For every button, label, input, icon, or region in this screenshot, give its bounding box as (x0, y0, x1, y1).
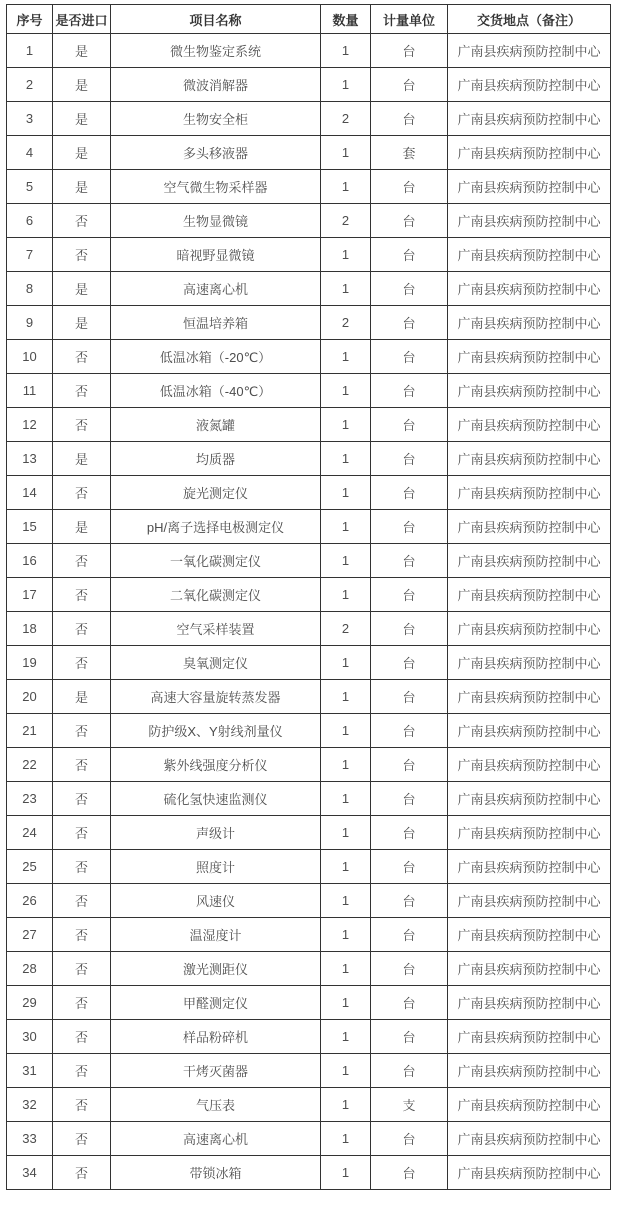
cell-unit: 台 (371, 612, 448, 646)
cell-name: 臭氧测定仪 (111, 646, 321, 680)
cell-unit: 台 (371, 714, 448, 748)
cell-location: 广南县疾病预防控制中心 (448, 578, 611, 612)
table-row (7, 782, 611, 816)
cell-imported: 否 (53, 1156, 111, 1190)
cell-unit: 台 (371, 578, 448, 612)
table-row (7, 1088, 611, 1122)
cell-index: 14 (7, 476, 53, 510)
cell-name: 低温冰箱（-40℃） (111, 374, 321, 408)
cell-imported: 否 (53, 646, 111, 680)
cell-unit: 台 (371, 1020, 448, 1054)
cell-name: 微波消解器 (111, 68, 321, 102)
cell-name: 风速仪 (111, 884, 321, 918)
cell-location: 广南县疾病预防控制中心 (448, 374, 611, 408)
col-header-location: 交货地点（备注） (448, 5, 611, 34)
cell-quantity: 1 (321, 408, 371, 442)
col-header-unit: 计量单位 (371, 5, 448, 34)
procurement-items-table (6, 4, 611, 1190)
cell-location: 广南县疾病预防控制中心 (448, 1122, 611, 1156)
cell-imported: 是 (53, 272, 111, 306)
cell-name: 旋光测定仪 (111, 476, 321, 510)
table-row (7, 374, 611, 408)
cell-location: 广南县疾病预防控制中心 (448, 612, 611, 646)
cell-quantity: 1 (321, 782, 371, 816)
cell-location: 广南县疾病预防控制中心 (448, 34, 611, 68)
cell-unit: 套 (371, 136, 448, 170)
cell-location: 广南县疾病预防控制中心 (448, 136, 611, 170)
cell-unit: 台 (371, 918, 448, 952)
cell-imported: 否 (53, 782, 111, 816)
table-row (7, 34, 611, 68)
cell-location: 广南县疾病预防控制中心 (448, 442, 611, 476)
cell-quantity: 2 (321, 102, 371, 136)
table-row (7, 714, 611, 748)
cell-imported: 否 (53, 340, 111, 374)
cell-name: 照度计 (111, 850, 321, 884)
cell-name: 高速大容量旋转蒸发器 (111, 680, 321, 714)
cell-index: 13 (7, 442, 53, 476)
cell-imported: 是 (53, 34, 111, 68)
table-row (7, 170, 611, 204)
cell-imported: 否 (53, 1088, 111, 1122)
table-row (7, 986, 611, 1020)
cell-quantity: 1 (321, 918, 371, 952)
cell-location: 广南县疾病预防控制中心 (448, 340, 611, 374)
cell-name: 空气微生物采样器 (111, 170, 321, 204)
cell-index: 4 (7, 136, 53, 170)
cell-name: 生物安全柜 (111, 102, 321, 136)
cell-location: 广南县疾病预防控制中心 (448, 1020, 611, 1054)
table-header-row (7, 5, 611, 34)
cell-unit: 台 (371, 272, 448, 306)
cell-quantity: 1 (321, 34, 371, 68)
cell-location: 广南县疾病预防控制中心 (448, 714, 611, 748)
cell-quantity: 1 (321, 1020, 371, 1054)
cell-unit: 支 (371, 1088, 448, 1122)
cell-index: 1 (7, 34, 53, 68)
cell-index: 24 (7, 816, 53, 850)
cell-imported: 否 (53, 544, 111, 578)
cell-name: 紫外线强度分析仪 (111, 748, 321, 782)
cell-location: 广南县疾病预防控制中心 (448, 952, 611, 986)
cell-imported: 是 (53, 68, 111, 102)
cell-imported: 否 (53, 374, 111, 408)
cell-imported: 是 (53, 170, 111, 204)
cell-imported: 否 (53, 612, 111, 646)
table-row (7, 272, 611, 306)
cell-location: 广南县疾病预防控制中心 (448, 1156, 611, 1190)
cell-quantity: 1 (321, 884, 371, 918)
cell-index: 12 (7, 408, 53, 442)
cell-quantity: 1 (321, 816, 371, 850)
cell-quantity: 2 (321, 306, 371, 340)
cell-quantity: 1 (321, 646, 371, 680)
col-header-imported: 是否进口 (53, 5, 111, 34)
cell-quantity: 1 (321, 1122, 371, 1156)
cell-name: pH/离子选择电极测定仪 (111, 510, 321, 544)
cell-name: 温湿度计 (111, 918, 321, 952)
cell-index: 31 (7, 1054, 53, 1088)
cell-index: 19 (7, 646, 53, 680)
cell-quantity: 1 (321, 748, 371, 782)
cell-unit: 台 (371, 510, 448, 544)
cell-location: 广南县疾病预防控制中心 (448, 68, 611, 102)
cell-index: 8 (7, 272, 53, 306)
cell-location: 广南县疾病预防控制中心 (448, 1054, 611, 1088)
cell-index: 23 (7, 782, 53, 816)
table-row (7, 918, 611, 952)
cell-quantity: 1 (321, 1054, 371, 1088)
cell-imported: 否 (53, 578, 111, 612)
cell-name: 均质器 (111, 442, 321, 476)
cell-index: 28 (7, 952, 53, 986)
cell-name: 微生物鉴定系统 (111, 34, 321, 68)
cell-quantity: 1 (321, 544, 371, 578)
cell-quantity: 1 (321, 68, 371, 102)
table-row (7, 476, 611, 510)
cell-quantity: 1 (321, 1156, 371, 1190)
col-header-name: 项目名称 (111, 5, 321, 34)
table-row (7, 1122, 611, 1156)
cell-imported: 否 (53, 476, 111, 510)
col-header-index: 序号 (7, 5, 53, 34)
table-row (7, 544, 611, 578)
cell-name: 气压表 (111, 1088, 321, 1122)
cell-location: 广南县疾病预防控制中心 (448, 646, 611, 680)
table-row (7, 816, 611, 850)
cell-location: 广南县疾病预防控制中心 (448, 1088, 611, 1122)
cell-imported: 否 (53, 918, 111, 952)
cell-location: 广南县疾病预防控制中心 (448, 918, 611, 952)
cell-quantity: 2 (321, 204, 371, 238)
cell-quantity: 1 (321, 850, 371, 884)
cell-name: 声级计 (111, 816, 321, 850)
cell-quantity: 1 (321, 578, 371, 612)
cell-unit: 台 (371, 170, 448, 204)
table-row (7, 748, 611, 782)
cell-index: 27 (7, 918, 53, 952)
table-row (7, 1054, 611, 1088)
cell-name: 高速离心机 (111, 1122, 321, 1156)
cell-quantity: 1 (321, 714, 371, 748)
cell-unit: 台 (371, 544, 448, 578)
table-row (7, 68, 611, 102)
cell-location: 广南县疾病预防控制中心 (448, 204, 611, 238)
cell-quantity: 1 (321, 510, 371, 544)
cell-location: 广南县疾病预防控制中心 (448, 306, 611, 340)
cell-unit: 台 (371, 850, 448, 884)
cell-imported: 否 (53, 986, 111, 1020)
cell-imported: 否 (53, 714, 111, 748)
cell-unit: 台 (371, 816, 448, 850)
cell-quantity: 1 (321, 1088, 371, 1122)
table-row (7, 612, 611, 646)
cell-index: 16 (7, 544, 53, 578)
cell-quantity: 1 (321, 986, 371, 1020)
cell-index: 9 (7, 306, 53, 340)
cell-imported: 否 (53, 1054, 111, 1088)
cell-index: 6 (7, 204, 53, 238)
cell-quantity: 1 (321, 374, 371, 408)
cell-location: 广南县疾病预防控制中心 (448, 476, 611, 510)
cell-location: 广南县疾病预防控制中心 (448, 544, 611, 578)
table-row (7, 646, 611, 680)
cell-index: 26 (7, 884, 53, 918)
cell-index: 18 (7, 612, 53, 646)
cell-location: 广南县疾病预防控制中心 (448, 884, 611, 918)
cell-imported: 否 (53, 748, 111, 782)
cell-location: 广南县疾病预防控制中心 (448, 272, 611, 306)
cell-index: 2 (7, 68, 53, 102)
cell-unit: 台 (371, 986, 448, 1020)
table-row (7, 204, 611, 238)
cell-imported: 否 (53, 952, 111, 986)
cell-location: 广南县疾病预防控制中心 (448, 850, 611, 884)
cell-imported: 是 (53, 680, 111, 714)
table-row (7, 680, 611, 714)
cell-unit: 台 (371, 646, 448, 680)
cell-quantity: 1 (321, 238, 371, 272)
cell-name: 一氧化碳测定仪 (111, 544, 321, 578)
cell-name: 防护级X、Y射线剂量仪 (111, 714, 321, 748)
cell-unit: 台 (371, 1156, 448, 1190)
cell-unit: 台 (371, 680, 448, 714)
cell-index: 15 (7, 510, 53, 544)
cell-name: 恒温培养箱 (111, 306, 321, 340)
table-row (7, 510, 611, 544)
cell-index: 22 (7, 748, 53, 782)
cell-unit: 台 (371, 204, 448, 238)
cell-unit: 台 (371, 408, 448, 442)
cell-index: 32 (7, 1088, 53, 1122)
cell-unit: 台 (371, 442, 448, 476)
cell-name: 生物显微镜 (111, 204, 321, 238)
cell-unit: 台 (371, 238, 448, 272)
table-row (7, 1156, 611, 1190)
cell-quantity: 1 (321, 340, 371, 374)
cell-unit: 台 (371, 476, 448, 510)
cell-location: 广南县疾病预防控制中心 (448, 986, 611, 1020)
cell-index: 7 (7, 238, 53, 272)
cell-imported: 是 (53, 510, 111, 544)
table-row (7, 884, 611, 918)
table-row (7, 578, 611, 612)
cell-name: 高速离心机 (111, 272, 321, 306)
cell-unit: 台 (371, 374, 448, 408)
cell-unit: 台 (371, 340, 448, 374)
cell-index: 25 (7, 850, 53, 884)
table-row (7, 952, 611, 986)
table-row (7, 238, 611, 272)
cell-index: 3 (7, 102, 53, 136)
cell-name: 二氧化碳测定仪 (111, 578, 321, 612)
cell-name: 甲醛测定仪 (111, 986, 321, 1020)
cell-index: 17 (7, 578, 53, 612)
cell-unit: 台 (371, 1054, 448, 1088)
cell-imported: 否 (53, 204, 111, 238)
cell-name: 液氮罐 (111, 408, 321, 442)
cell-index: 21 (7, 714, 53, 748)
cell-quantity: 1 (321, 170, 371, 204)
cell-quantity: 1 (321, 442, 371, 476)
cell-location: 广南县疾病预防控制中心 (448, 238, 611, 272)
cell-location: 广南县疾病预防控制中心 (448, 510, 611, 544)
cell-unit: 台 (371, 34, 448, 68)
table-body (7, 34, 611, 1190)
cell-location: 广南县疾病预防控制中心 (448, 102, 611, 136)
cell-index: 5 (7, 170, 53, 204)
cell-name: 暗视野显微镜 (111, 238, 321, 272)
cell-index: 33 (7, 1122, 53, 1156)
cell-index: 29 (7, 986, 53, 1020)
cell-index: 10 (7, 340, 53, 374)
cell-unit: 台 (371, 102, 448, 136)
table-row (7, 1020, 611, 1054)
cell-quantity: 2 (321, 612, 371, 646)
cell-name: 硫化氢快速监测仪 (111, 782, 321, 816)
cell-imported: 否 (53, 1020, 111, 1054)
cell-imported: 是 (53, 306, 111, 340)
cell-location: 广南县疾病预防控制中心 (448, 408, 611, 442)
cell-unit: 台 (371, 782, 448, 816)
cell-location: 广南县疾病预防控制中心 (448, 170, 611, 204)
cell-location: 广南县疾病预防控制中心 (448, 748, 611, 782)
table-row (7, 442, 611, 476)
cell-name: 空气采样装置 (111, 612, 321, 646)
cell-name: 多头移液器 (111, 136, 321, 170)
cell-unit: 台 (371, 1122, 448, 1156)
cell-name: 带锁冰箱 (111, 1156, 321, 1190)
cell-name: 激光测距仪 (111, 952, 321, 986)
cell-location: 广南县疾病预防控制中心 (448, 782, 611, 816)
table-row (7, 850, 611, 884)
cell-index: 30 (7, 1020, 53, 1054)
cell-quantity: 1 (321, 680, 371, 714)
table-row (7, 340, 611, 374)
cell-location: 广南县疾病预防控制中心 (448, 816, 611, 850)
cell-index: 34 (7, 1156, 53, 1190)
cell-quantity: 1 (321, 476, 371, 510)
table-row (7, 408, 611, 442)
cell-unit: 台 (371, 952, 448, 986)
cell-location: 广南县疾病预防控制中心 (448, 680, 611, 714)
col-header-quantity: 数量 (321, 5, 371, 34)
cell-imported: 是 (53, 102, 111, 136)
cell-imported: 是 (53, 442, 111, 476)
cell-imported: 否 (53, 884, 111, 918)
cell-name: 干烤灭菌器 (111, 1054, 321, 1088)
cell-quantity: 1 (321, 136, 371, 170)
cell-unit: 台 (371, 306, 448, 340)
cell-index: 20 (7, 680, 53, 714)
cell-imported: 否 (53, 1122, 111, 1156)
cell-quantity: 1 (321, 272, 371, 306)
cell-unit: 台 (371, 748, 448, 782)
table-row (7, 136, 611, 170)
cell-imported: 否 (53, 238, 111, 272)
cell-name: 样品粉碎机 (111, 1020, 321, 1054)
cell-imported: 否 (53, 850, 111, 884)
cell-imported: 是 (53, 136, 111, 170)
cell-unit: 台 (371, 884, 448, 918)
table-row (7, 306, 611, 340)
table-row (7, 102, 611, 136)
cell-imported: 否 (53, 408, 111, 442)
cell-imported: 否 (53, 816, 111, 850)
cell-index: 11 (7, 374, 53, 408)
cell-name: 低温冰箱（-20℃） (111, 340, 321, 374)
cell-unit: 台 (371, 68, 448, 102)
cell-quantity: 1 (321, 952, 371, 986)
